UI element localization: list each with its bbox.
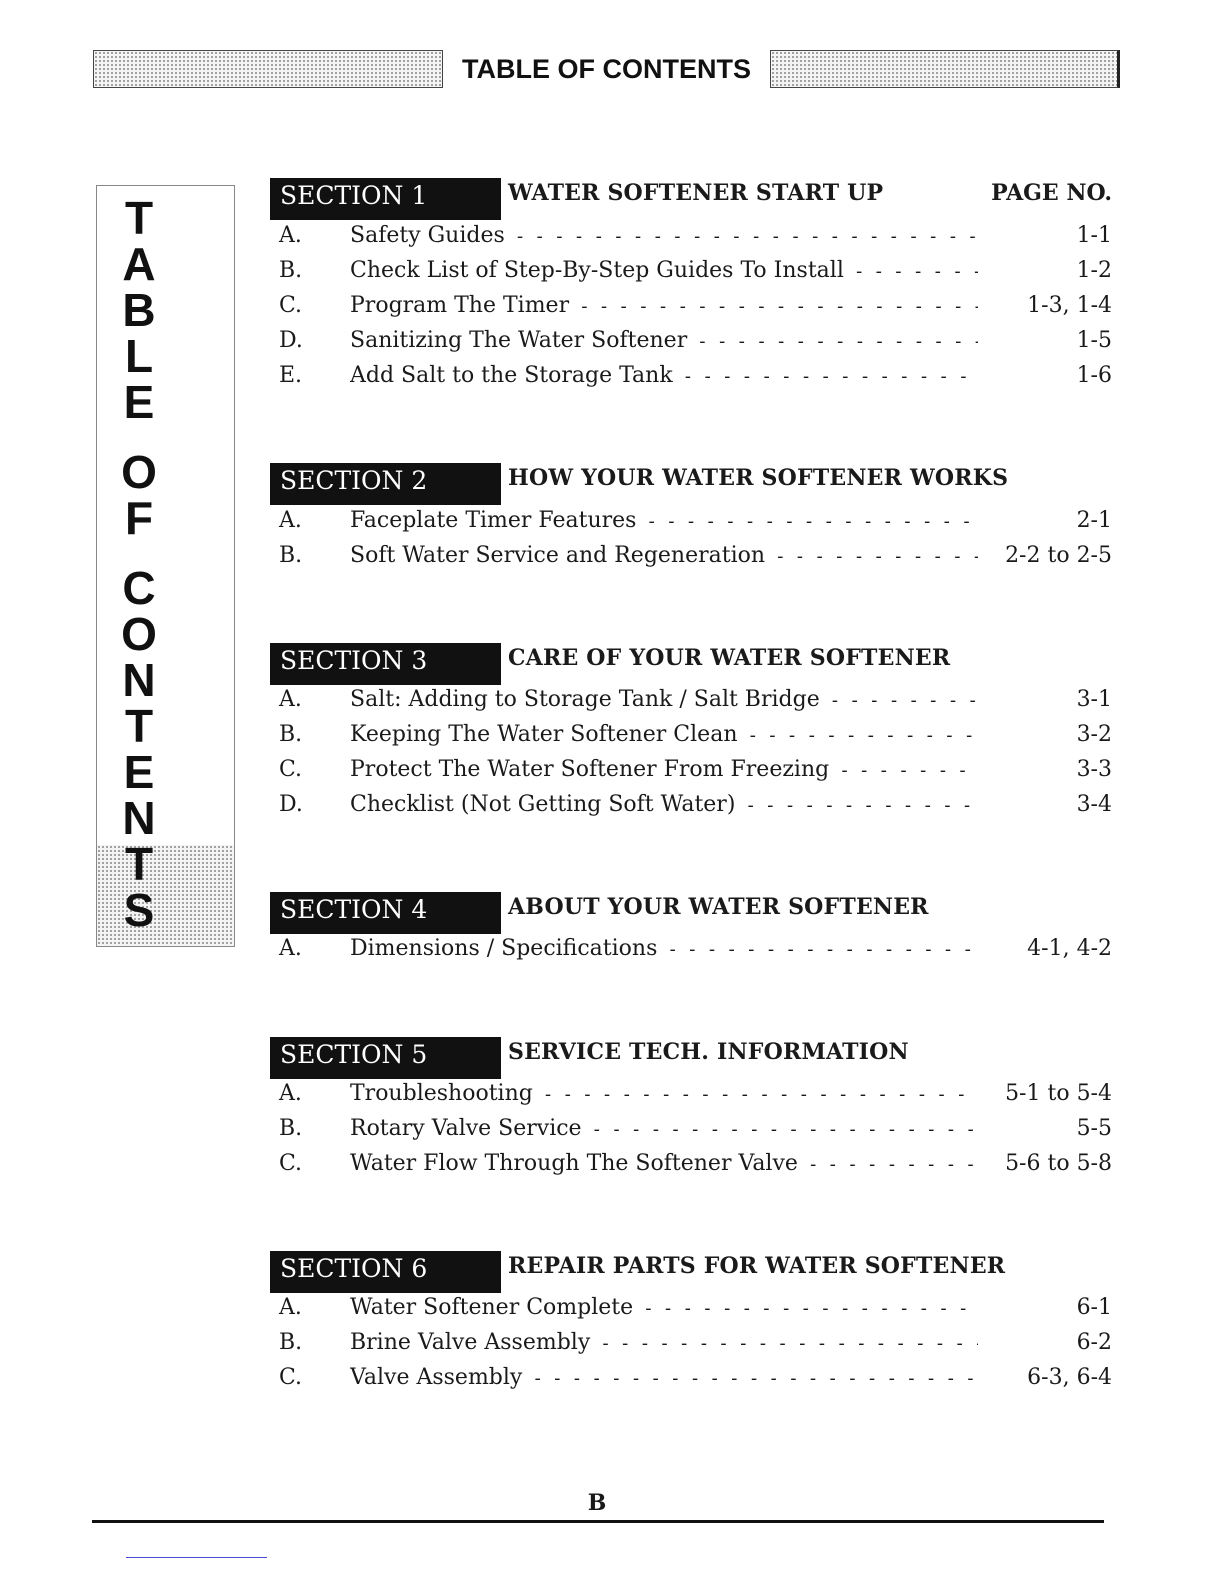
- entry-title: Add Salt to the Storage Tank - - -: [350, 361, 978, 392]
- side-letter: E: [123, 376, 155, 428]
- entry-page: 4-1, 4-2: [1027, 936, 1112, 961]
- toc-entry[interactable]: [270, 1363, 1120, 1398]
- entry-title: Program The Timer - - -: [350, 291, 978, 322]
- toc-entry[interactable]: [270, 934, 1120, 969]
- entry-title: Soft Water Service and Regeneration - - -: [350, 541, 978, 572]
- entry-page: 6-2: [1076, 1330, 1112, 1355]
- toc-entry[interactable]: [270, 1079, 1120, 1114]
- entry-letter: C.: [279, 1365, 303, 1390]
- side-letter: T: [124, 700, 154, 752]
- entry-title: Safety Guides - - -: [350, 221, 978, 252]
- entry-letter: A.: [279, 1295, 302, 1320]
- toc-entry[interactable]: [270, 1328, 1120, 1363]
- header-pattern-left: [93, 50, 443, 88]
- entry-page: 6-1: [1076, 1295, 1112, 1320]
- entry-title: Check List of Step-By-Step Guides To Install - - -: [350, 256, 978, 287]
- entry-title: Rotary Valve Service - - -: [350, 1114, 978, 1145]
- side-letter: A: [122, 238, 156, 290]
- entry-letter: D.: [279, 792, 303, 817]
- entry-letter: A.: [279, 687, 302, 712]
- side-letter: O: [121, 608, 157, 660]
- toc-entry[interactable]: [270, 256, 1120, 291]
- entry-page: 2-1: [1076, 508, 1112, 533]
- side-letter: S: [123, 884, 155, 936]
- entry-letter: C.: [279, 757, 303, 782]
- entry-page: 2-2 to 2-5: [1005, 543, 1112, 568]
- entry-page: 3-1: [1076, 687, 1112, 712]
- section-title: ABOUT YOUR WATER SOFTENER: [508, 894, 929, 920]
- toc-entry[interactable]: [270, 361, 1120, 396]
- page-number-header: PAGE NO.: [991, 180, 1112, 206]
- entry-title: Keeping The Water Softener Clean - - -: [350, 720, 978, 751]
- entry-letter: A.: [279, 223, 302, 248]
- side-letter: B: [122, 284, 156, 336]
- side-letter: F: [124, 492, 154, 544]
- footer-link-underline: [126, 1557, 267, 1558]
- entry-title: Troubleshooting - - -: [350, 1079, 978, 1110]
- section-label: SECTION 2: [270, 463, 501, 505]
- entry-title: Water Softener Complete - - -: [350, 1293, 978, 1324]
- section-label: SECTION 4: [270, 892, 501, 934]
- entry-page: 5-5: [1076, 1116, 1112, 1141]
- entry-page: 1-6: [1076, 363, 1112, 388]
- entry-page: 5-1 to 5-4: [1005, 1081, 1112, 1106]
- page-number: B: [587, 1490, 607, 1516]
- entry-page: 3-4: [1076, 792, 1112, 817]
- entry-title: Water Flow Through The Softener Valve - - -: [350, 1149, 978, 1180]
- side-letter: O: [121, 446, 157, 498]
- entry-title: Brine Valve Assembly - - -: [350, 1328, 978, 1359]
- side-letter: T: [124, 192, 154, 244]
- section-title: HOW YOUR WATER SOFTENER WORKS: [508, 465, 1009, 491]
- toc-entry[interactable]: [270, 541, 1120, 576]
- entry-title: Salt: Adding to Storage Tank / Salt Bridge - - -: [350, 685, 978, 716]
- entry-page: 1-5: [1076, 328, 1112, 353]
- entry-letter: B.: [279, 1116, 303, 1141]
- entry-letter: D.: [279, 328, 303, 353]
- entry-letter: A.: [279, 936, 302, 961]
- entry-letter: E.: [279, 363, 303, 388]
- section-title: WATER SOFTENER START UP: [508, 180, 884, 206]
- page-title: TABLE OF CONTENTS: [462, 53, 751, 84]
- side-letter: L: [124, 330, 154, 382]
- section-title: SERVICE TECH. INFORMATION: [508, 1039, 909, 1065]
- section-label: SECTION 1: [270, 178, 501, 220]
- toc-entry[interactable]: [270, 790, 1120, 825]
- entry-title: Faceplate Timer Features - - -: [350, 506, 978, 537]
- entry-letter: B.: [279, 258, 303, 283]
- toc-entry[interactable]: [270, 506, 1120, 541]
- entry-letter: C.: [279, 293, 303, 318]
- section-label: SECTION 5: [270, 1037, 501, 1079]
- entry-letter: A.: [279, 1081, 302, 1106]
- toc-entry[interactable]: [270, 326, 1120, 361]
- toc-entry[interactable]: [270, 221, 1120, 256]
- toc-entry[interactable]: [270, 1114, 1120, 1149]
- toc-entry[interactable]: [270, 1293, 1120, 1328]
- entry-letter: B.: [279, 543, 303, 568]
- side-letter: T: [124, 838, 154, 890]
- entry-page: 3-2: [1076, 722, 1112, 747]
- section-label: SECTION 6: [270, 1251, 501, 1293]
- entry-title: Valve Assembly - - -: [350, 1363, 978, 1394]
- entry-letter: B.: [279, 722, 303, 747]
- entry-title: Protect The Water Softener From Freezing - - -: [350, 755, 978, 786]
- side-letter: C: [122, 562, 156, 614]
- toc-entry[interactable]: [270, 755, 1120, 790]
- entry-letter: B.: [279, 1330, 303, 1355]
- entry-title: Sanitizing The Water Softener - - -: [350, 326, 978, 357]
- entry-title: Checklist (Not Getting Soft Water) - - -: [350, 790, 978, 821]
- side-letter: N: [122, 792, 156, 844]
- section-label: SECTION 3: [270, 643, 501, 685]
- section-title: CARE OF YOUR WATER SOFTENER: [508, 645, 951, 671]
- side-letter: N: [122, 654, 156, 706]
- header-pattern-right: [770, 50, 1120, 88]
- toc-entry[interactable]: [270, 291, 1120, 326]
- side-letter: E: [123, 746, 155, 798]
- entry-page: 3-3: [1076, 757, 1112, 782]
- entry-letter: A.: [279, 508, 302, 533]
- entry-page: 6-3, 6-4: [1027, 1365, 1112, 1390]
- entry-page: 5-6 to 5-8: [1005, 1151, 1112, 1176]
- entry-letter: C.: [279, 1151, 303, 1176]
- entry-page: 1-2: [1076, 258, 1112, 283]
- section-title: REPAIR PARTS FOR WATER SOFTENER: [508, 1253, 1006, 1279]
- entry-page: 1-1: [1076, 223, 1112, 248]
- toc-entry[interactable]: [270, 1149, 1120, 1184]
- entry-title: Dimensions / Specifications - - -: [350, 934, 978, 965]
- toc-entry[interactable]: [270, 685, 1120, 720]
- entry-page: 1-3, 1-4: [1027, 293, 1112, 318]
- toc-entry[interactable]: [270, 720, 1120, 755]
- footer-rule: [92, 1520, 1104, 1523]
